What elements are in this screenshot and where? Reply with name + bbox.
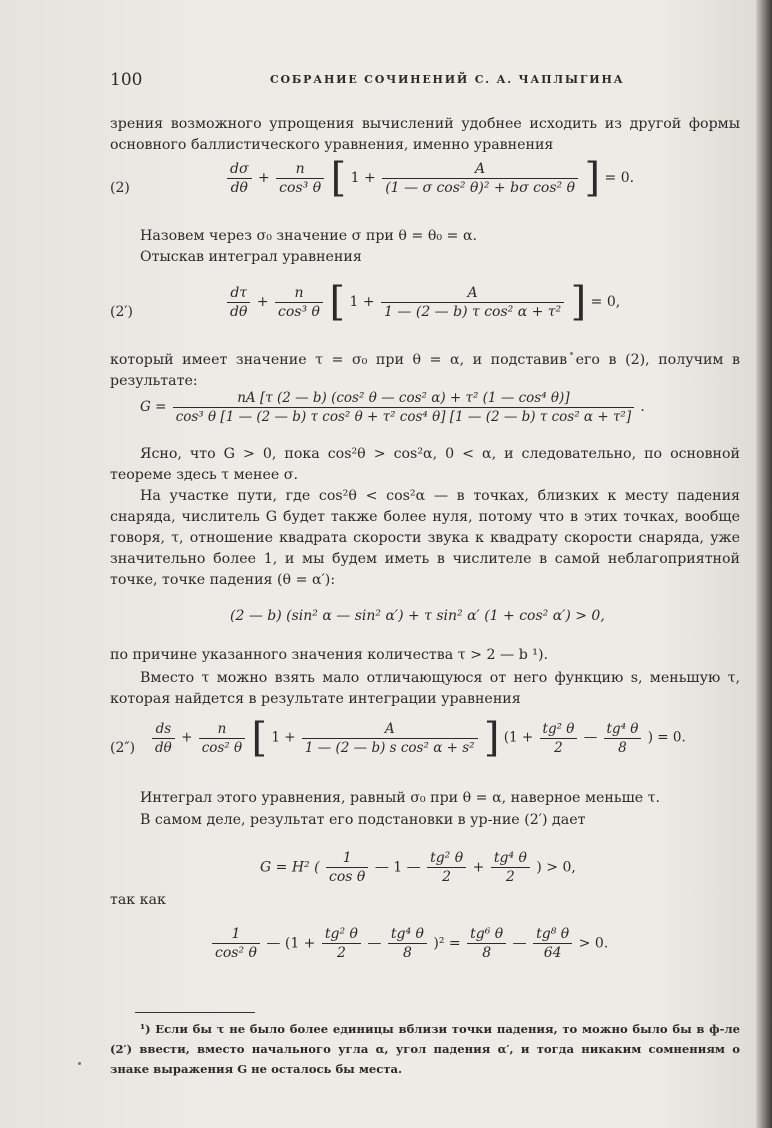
- paragraph: Назовем через σ₀ значение σ при θ = θ₀ = α.: [140, 228, 478, 244]
- fraction: $\frac{d\sigma}{d\theta}$: [227, 161, 252, 196]
- fraction: $\frac{A}{\text{1 — (2 — b) s cos² α + s²}}$: [302, 721, 478, 756]
- page-number: 100: [110, 70, 143, 90]
- fraction: $\frac{\text{tg² θ}}{2}$: [540, 721, 578, 756]
- fraction: $\frac{n}{\text{cos³ θ}}$: [276, 161, 324, 196]
- fraction: $\frac{A}{\text{1 — (2 — b) τ cos² α + τ²}}$: [381, 285, 564, 320]
- formula: G = H² ( $\frac{1}{\text{cos θ}}$ — 1 — $\frac{\text{tg² θ}}{2}$ + $\frac{\text{tg⁴ θ}}{2}$ ) > 0,: [260, 850, 576, 885]
- paragraph: по причине указанного значения количества τ > 2 — b ¹).: [110, 647, 549, 663]
- paragraph: Отыскав интеграл уравнения: [140, 249, 362, 265]
- fraction: $\frac{A}{\text{(1 — σ cos² θ)² + bσ cos² θ}}$: [382, 161, 578, 196]
- fraction: $\frac{n}{\text{cos² θ}}$: [199, 721, 245, 756]
- equation-label: (2″): [110, 740, 136, 756]
- bracket-open: [: [330, 155, 347, 201]
- equation-final: [110, 926, 740, 986]
- fraction: $\frac{1}{\text{cos θ}}$: [326, 850, 368, 885]
- fraction: $\frac{\text{tg² θ}}{2}$: [427, 850, 466, 885]
- page-header: [110, 70, 720, 94]
- fraction: $\frac{\text{tg⁴ θ}}{8}$: [388, 926, 427, 961]
- equation-inequality: [110, 608, 740, 638]
- equation-label: (2): [110, 180, 130, 196]
- bracket-close: ]: [483, 715, 500, 761]
- fraction: $\frac{d\tau}{d\theta}$: [227, 285, 250, 320]
- formula: $\frac{d\tau}{d\theta}$ + $\frac{n}{\text{cos³ θ}}$ [ 1 + $\frac{A}{\text{1 — (2 — b) τ cos² α + τ²}}$ ] = 0,: [225, 282, 620, 322]
- paragraph: который имеет значение τ = σ₀ при θ = α, и подставив его в (2), получим в результате:: [110, 352, 740, 389]
- footnote-rule: [135, 1012, 255, 1013]
- bracket-open: [: [251, 715, 268, 761]
- fraction: nA [τ (2 — b) (cos² θ — cos² α) + τ² (1 — cos⁴ θ)] cos³ θ [1 — (2 — b) τ cos² θ + τ² cos⁴ θ] [1 — (2 — b) τ cos² α + τ²]: [173, 390, 634, 425]
- fraction: $\frac{\text{tg² θ}}{2}$: [322, 926, 361, 961]
- fraction: $\frac{1}{\text{cos² θ}}$: [212, 926, 260, 961]
- fraction: $\frac{ds}{d\theta}$: [152, 721, 175, 756]
- fraction: $\frac{n}{\text{cos³ θ}}$: [275, 285, 323, 320]
- formula: $\frac{ds}{d\theta}$ + $\frac{n}{\text{cos² θ}}$ [ 1 + $\frac{A}{\text{1 — (2 — b) s cos² α + s²}}$ ] (1 + $\frac{\text{tg² θ}}{2}$ — $\frac{\text{tg⁴ θ}}{8}$ ) = 0.: [150, 718, 686, 758]
- paragraph: Ясно, что G > 0, пока cos²θ > cos²α, 0 < α, и следовательно, по основной теореме здесь τ менее σ.: [110, 446, 740, 483]
- footnote: ¹) Если бы τ не было более единицы вблизи точки падения, то можно было бы в ф-ле (2′) ввести, вместо начального угла α, угол падения α′, и тогда никаким сомнениям о знаке выражения G не осталось бы места.: [110, 1022, 740, 1076]
- formula: G = nA [τ (2 — b) (cos² θ — cos² α) + τ² (1 — cos⁴ θ)] cos³ θ [1 — (2 — b) τ cos² θ + τ² cos⁴ θ] [1 — (2 — b) τ cos² α + τ²] .: [140, 390, 645, 425]
- paragraph: На участке пути, где cos²θ < cos²α — в точках, близких к месту падения снаряда, числитель G будет также более нуля, потому что в этих точках, вообще говоря, τ, отношение квадрата скорости звука к квадрату скорости снаряда, уже значительно более 1, и мы будем иметь в числителе в самой неблагоприятной точке, точке падения (θ = α′):: [110, 488, 740, 588]
- bracket-open: [: [329, 279, 346, 325]
- formula: $\frac{1}{\text{cos² θ}}$ — (1 + $\frac{\text{tg² θ}}{2}$ — $\frac{\text{tg⁴ θ}}{8}$ )² = $\frac{\text{tg⁶ θ}}{8}$ — $\frac{\text{tg⁸ θ}}{64}$ > 0.: [210, 926, 608, 961]
- fraction: $\frac{\text{tg⁶ θ}}{8}$: [467, 926, 506, 961]
- equation-2: [110, 155, 740, 218]
- fraction: $\frac{\text{tg⁴ θ}}{8}$: [604, 721, 642, 756]
- speck: [78, 1062, 81, 1065]
- paragraph: В самом деле, результат его подстановки в ур-ние (2′) дает: [140, 812, 586, 828]
- bracket-close: ]: [584, 155, 601, 201]
- paragraph: Вместо τ можно взять мало отличающуюся от него функцию s, меньшую τ, которая найдется в результате интеграции уравнения: [110, 670, 740, 707]
- formula: (2 — b) (sin² α — sin² α′) + τ sin² α′ (1 + cos² α′) > 0,: [230, 608, 605, 624]
- fraction: $\frac{\text{tg⁴ θ}}{2}$: [491, 850, 530, 885]
- formula: $\frac{d\sigma}{d\theta}$ + $\frac{n}{\text{cos³ θ}}$ [ 1 + $\frac{A}{\text{(1 — σ cos² θ)² + bσ cos² θ}}$ ] = 0.: [225, 158, 634, 198]
- fraction: $\frac{\text{tg⁸ θ}}{64}$: [533, 926, 572, 961]
- paragraph: Интеграл этого уравнения, равный σ₀ при θ = α, наверное меньше τ.: [140, 790, 661, 806]
- running-title: СОБРАНИЕ СОЧИНЕНИЙ С. А. ЧАПЛЫГИНА: [270, 73, 625, 86]
- paragraph: так как: [110, 892, 166, 908]
- equation-label: (2′): [110, 304, 134, 320]
- paragraph: зрения возможного упрощения вычислений удобнее исходить из другой формы основного баллистического уравнения, именно уравнения: [110, 116, 740, 153]
- book-spine-shadow: [756, 0, 772, 1128]
- bracket-close: ]: [570, 279, 587, 325]
- equation-2-prime: [110, 279, 740, 342]
- equation-g: [110, 390, 740, 450]
- equation-2-double-prime: [110, 715, 740, 778]
